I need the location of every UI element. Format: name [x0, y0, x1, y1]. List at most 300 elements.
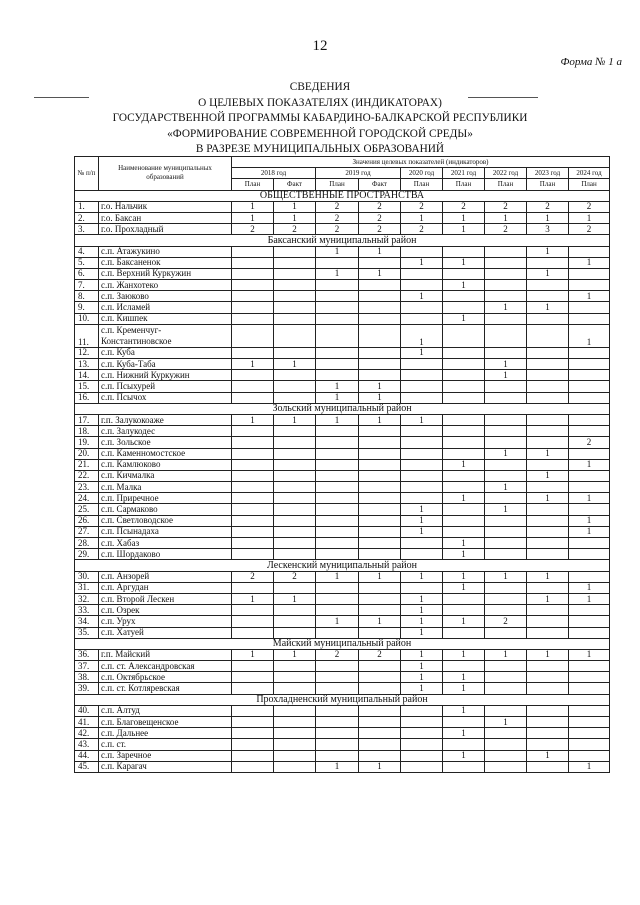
indicator-value [359, 672, 401, 683]
indicator-value [359, 347, 401, 358]
indicator-value [274, 381, 316, 392]
indicator-value [443, 526, 485, 537]
indicator-value [359, 728, 401, 739]
indicator-value [485, 705, 527, 716]
municipality-name: с.п. Урух [99, 616, 232, 627]
indicator-value [316, 549, 359, 560]
indicator-value: 1 [232, 649, 274, 660]
indicator-value [316, 302, 359, 313]
municipality-name: с.п. Псыхурей [99, 381, 232, 392]
indicator-value [232, 370, 274, 381]
indicator-value [527, 515, 569, 526]
indicator-value: 1 [232, 201, 274, 212]
table-row [75, 571, 610, 582]
section-header-row [75, 190, 610, 201]
indicator-value [232, 482, 274, 493]
indicator-value [401, 582, 443, 593]
title-line: О ЦЕЛЕВЫХ ПОКАЗАТЕЛЯХ (ИНДИКАТОРАХ) [198, 96, 442, 109]
indicator-value [274, 538, 316, 549]
indicator-value [527, 414, 569, 425]
indicator-value: 1 [527, 268, 569, 279]
indicator-value [527, 347, 569, 358]
indicator-value [359, 493, 401, 504]
header-year: 2022 год [485, 168, 527, 179]
indicator-value [401, 482, 443, 493]
indicator-value: 1 [401, 504, 443, 515]
indicator-value: 1 [443, 212, 485, 223]
indicator-value [232, 347, 274, 358]
section-header-row [75, 694, 610, 705]
indicator-value [359, 359, 401, 370]
indicator-value [359, 705, 401, 716]
municipality-name: с.п. Куба [99, 347, 232, 358]
indicator-value [527, 426, 569, 437]
indicator-value [274, 672, 316, 683]
indicator-value: 2 [359, 201, 401, 212]
indicator-value: 1 [232, 593, 274, 604]
indicator-value [443, 739, 485, 750]
indicator-value [359, 661, 401, 672]
indicator-value: 1 [401, 593, 443, 604]
indicator-value: 1 [232, 212, 274, 223]
section-title: Майский муниципальный район [75, 638, 610, 649]
indicator-value [527, 280, 569, 291]
table-row [75, 750, 610, 761]
table-row [75, 515, 610, 526]
indicator-value [359, 750, 401, 761]
table-row [75, 526, 610, 537]
indicator-value [569, 739, 610, 750]
indicator-value: 1 [274, 212, 316, 223]
indicator-value: 1 [485, 359, 527, 370]
municipality-name: с.п. Псынадаха [99, 526, 232, 537]
municipality-name: с.п. Камлюково [99, 459, 232, 470]
row-number: 38. [75, 672, 99, 683]
indicator-value: 2 [443, 201, 485, 212]
indicator-value [485, 582, 527, 593]
table-row [75, 201, 610, 212]
row-number: 37. [75, 661, 99, 672]
section-title: Зольский муниципальный район [75, 403, 610, 414]
indicator-value [485, 538, 527, 549]
indicator-value [359, 627, 401, 638]
indicator-value [274, 437, 316, 448]
indicator-value: 2 [401, 201, 443, 212]
indicator-value: 1 [485, 302, 527, 313]
indicator-value [527, 683, 569, 694]
indicator-value: 1 [485, 717, 527, 728]
indicator-value [316, 672, 359, 683]
municipality-name: г.о. Баксан [99, 212, 232, 223]
row-number: 11. [75, 324, 99, 347]
indicator-value [527, 549, 569, 560]
municipality-name: с.п. Кишпек [99, 313, 232, 324]
indicator-value [316, 257, 359, 268]
municipality-name: с.п. Верхний Куркужин [99, 268, 232, 279]
indicator-value: 1 [359, 268, 401, 279]
indicator-value [569, 392, 610, 403]
row-number: 27. [75, 526, 99, 537]
indicator-value [274, 750, 316, 761]
indicator-value [274, 683, 316, 694]
indicator-value [232, 459, 274, 470]
header-year: 2024 год [569, 168, 610, 179]
indicator-value [527, 313, 569, 324]
indicator-value: 1 [401, 291, 443, 302]
indicator-value [443, 426, 485, 437]
indicator-value [316, 717, 359, 728]
indicator-value: 1 [274, 593, 316, 604]
indicator-value [232, 526, 274, 537]
indicator-value [316, 448, 359, 459]
indicator-value [485, 392, 527, 403]
indicator-value [274, 761, 316, 772]
indicator-value [232, 605, 274, 616]
indicator-value [316, 705, 359, 716]
indicator-value: 1 [401, 526, 443, 537]
indicator-value: 2 [232, 224, 274, 235]
municipality-name: г.о. Прохладный [99, 224, 232, 235]
row-number: 23. [75, 482, 99, 493]
indicator-value [401, 493, 443, 504]
indicator-value [485, 470, 527, 481]
indicator-value [569, 627, 610, 638]
indicator-value [569, 280, 610, 291]
indicator-value: 1 [401, 212, 443, 223]
indicator-value: 1 [527, 593, 569, 604]
indicator-value [401, 268, 443, 279]
indicator-value [274, 717, 316, 728]
indicator-value [527, 381, 569, 392]
indicator-value [316, 750, 359, 761]
indicator-value [232, 750, 274, 761]
indicator-value [485, 728, 527, 739]
indicator-value [443, 246, 485, 257]
row-number: 20. [75, 448, 99, 459]
indicator-value [485, 347, 527, 358]
table-row [75, 347, 610, 358]
row-number: 1. [75, 201, 99, 212]
indicator-value [274, 493, 316, 504]
row-number: 8. [75, 291, 99, 302]
indicator-value [527, 437, 569, 448]
indicator-value: 1 [569, 324, 610, 347]
indicator-value [401, 538, 443, 549]
indicator-value: 1 [569, 649, 610, 660]
section-title: ОБЩЕСТВЕННЫЕ ПРОСТРАНСТВА [75, 190, 610, 201]
indicator-value [401, 470, 443, 481]
indicator-value [274, 549, 316, 560]
indicator-value [274, 605, 316, 616]
indicator-value [485, 661, 527, 672]
row-number: 18. [75, 426, 99, 437]
indicator-value [232, 504, 274, 515]
municipality-name: с.п. Анзорей [99, 571, 232, 582]
indicator-value [274, 280, 316, 291]
indicator-value: 1 [316, 414, 359, 425]
indicator-value [569, 661, 610, 672]
indicator-value [401, 761, 443, 772]
indicator-value [485, 313, 527, 324]
indicator-value: 1 [569, 257, 610, 268]
indicator-value: 1 [569, 526, 610, 537]
municipality-name: с.п. Жанхотеко [99, 280, 232, 291]
table-row [75, 437, 610, 448]
indicator-value [401, 549, 443, 560]
table-row [75, 705, 610, 716]
indicator-value: 1 [569, 291, 610, 302]
municipality-name: с.п. ст. [99, 739, 232, 750]
indicator-value [569, 705, 610, 716]
table-row [75, 739, 610, 750]
municipality-name: с.п. Каменномостское [99, 448, 232, 459]
table-row [75, 212, 610, 223]
indicator-value [527, 616, 569, 627]
indicator-value: 1 [401, 661, 443, 672]
indicator-value [443, 347, 485, 358]
indicator-value: 1 [485, 212, 527, 223]
header-subcol: План [401, 179, 443, 190]
municipality-name: с.п. Баксаненок [99, 257, 232, 268]
indicator-value: 1 [443, 728, 485, 739]
indicator-value [485, 268, 527, 279]
indicator-value [443, 470, 485, 481]
indicator-value [485, 280, 527, 291]
indicator-value: 1 [527, 212, 569, 223]
indicator-value [527, 482, 569, 493]
indicator-value [443, 437, 485, 448]
indicator-value [569, 538, 610, 549]
indicator-value [443, 324, 485, 347]
table-row [75, 593, 610, 604]
indicator-value: 1 [569, 761, 610, 772]
indicator-value [401, 302, 443, 313]
indicator-value: 2 [485, 616, 527, 627]
table-row [75, 728, 610, 739]
indicator-value [569, 347, 610, 358]
indicator-value: 1 [443, 683, 485, 694]
table-row [75, 761, 610, 772]
section-header-row [75, 560, 610, 571]
header-row-top [75, 157, 610, 168]
row-number: 31. [75, 582, 99, 593]
indicator-value [485, 493, 527, 504]
indicator-value [569, 370, 610, 381]
indicator-value: 1 [359, 571, 401, 582]
indicator-value: 1 [485, 482, 527, 493]
indicator-value: 2 [316, 224, 359, 235]
indicator-value [443, 302, 485, 313]
indicator-value: 2 [485, 224, 527, 235]
indicator-value [359, 437, 401, 448]
indicator-value: 2 [359, 224, 401, 235]
indicator-value [316, 459, 359, 470]
section-header-row [75, 235, 610, 246]
municipality-name: с.п. Залукодес [99, 426, 232, 437]
row-number: 19. [75, 437, 99, 448]
indicator-value [443, 392, 485, 403]
indicator-value [569, 672, 610, 683]
indicator-value: 1 [443, 459, 485, 470]
indicator-value [232, 616, 274, 627]
municipality-name: с.п. Аргудан [99, 582, 232, 593]
indicator-value [485, 246, 527, 257]
municipality-name: с.п. Карагач [99, 761, 232, 772]
indicator-value [401, 739, 443, 750]
indicator-value: 1 [316, 616, 359, 627]
indicator-value [443, 414, 485, 425]
indicator-value [401, 426, 443, 437]
indicator-value [485, 459, 527, 470]
row-number: 32. [75, 593, 99, 604]
municipality-name: с.п. Кичмалка [99, 470, 232, 481]
indicator-value [485, 426, 527, 437]
row-number: 17. [75, 414, 99, 425]
row-number: 28. [75, 538, 99, 549]
indicator-value: 1 [569, 515, 610, 526]
indicator-value: 1 [401, 649, 443, 660]
indicator-value [569, 616, 610, 627]
indicator-value [316, 370, 359, 381]
indicator-value [569, 504, 610, 515]
indicator-value [232, 627, 274, 638]
row-number: 44. [75, 750, 99, 761]
indicator-value: 1 [527, 571, 569, 582]
indicator-value [359, 370, 401, 381]
indicator-value [569, 717, 610, 728]
indicator-value [443, 717, 485, 728]
municipality-name: с.п. Приречное [99, 493, 232, 504]
header-subcol: План [527, 179, 569, 190]
indicator-value: 2 [316, 201, 359, 212]
indicator-value: 2 [359, 649, 401, 660]
indicator-value: 1 [401, 627, 443, 638]
title-line: ГОСУДАРСТВЕННОЙ ПРОГРАММЫ КАБАРДИНО-БАЛКАРСКОЙ РЕСПУБЛИКИ [112, 112, 528, 124]
municipality-name: с.п. ст. Котляревская [99, 683, 232, 694]
row-number: 35. [75, 627, 99, 638]
indicator-value [274, 370, 316, 381]
indicator-value: 1 [443, 224, 485, 235]
indicator-value: 2 [527, 201, 569, 212]
title-line: В РАЗРЕЗЕ МУНИЦИПАЛЬНЫХ ОБРАЗОВАНИЙ [195, 143, 445, 155]
municipality-name: с.п. Благовещенское [99, 717, 232, 728]
table-row [75, 504, 610, 515]
row-number: 5. [75, 257, 99, 268]
indicator-value [569, 246, 610, 257]
indicator-value [232, 426, 274, 437]
header-subcol: План [232, 179, 274, 190]
indicator-value: 1 [485, 649, 527, 660]
indicator-value: 1 [401, 324, 443, 347]
indicator-value [401, 359, 443, 370]
indicator-value: 1 [232, 414, 274, 425]
municipality-name: с.п. Хатуей [99, 627, 232, 638]
indicator-value [316, 661, 359, 672]
indicator-value: 1 [274, 414, 316, 425]
indicator-value: 1 [359, 392, 401, 403]
indicator-value [274, 459, 316, 470]
indicator-value: 2 [232, 571, 274, 582]
indicator-value [569, 605, 610, 616]
indicator-value: 1 [316, 392, 359, 403]
indicator-value [485, 683, 527, 694]
indicator-value [274, 426, 316, 437]
indicator-value [274, 291, 316, 302]
table-row [75, 538, 610, 549]
indicator-value [527, 761, 569, 772]
row-number: 10. [75, 313, 99, 324]
indicator-value [232, 672, 274, 683]
indicator-value: 2 [274, 224, 316, 235]
indicator-value [443, 515, 485, 526]
table-row [75, 392, 610, 403]
indicator-value [527, 291, 569, 302]
indicator-value [401, 750, 443, 761]
indicator-value [443, 381, 485, 392]
municipality-name: с.п. Исламей [99, 302, 232, 313]
indicator-value: 1 [316, 571, 359, 582]
indicator-value [359, 717, 401, 728]
row-number: 42. [75, 728, 99, 739]
indicator-value [316, 582, 359, 593]
indicator-value: 1 [443, 571, 485, 582]
row-number: 15. [75, 381, 99, 392]
indicator-value [274, 728, 316, 739]
indicator-value [401, 717, 443, 728]
indicator-value [316, 291, 359, 302]
indicator-value [401, 728, 443, 739]
indicator-value [569, 414, 610, 425]
indicator-value [443, 482, 485, 493]
indicator-value [316, 538, 359, 549]
indicator-value: 1 [569, 593, 610, 604]
indicator-value [527, 538, 569, 549]
indicator-value [485, 291, 527, 302]
indicators-table [74, 156, 610, 773]
indicator-value [569, 302, 610, 313]
indicator-value [232, 470, 274, 481]
indicator-value [569, 426, 610, 437]
indicator-value: 1 [569, 212, 610, 223]
indicator-value: 2 [569, 201, 610, 212]
indicator-value [569, 268, 610, 279]
indicator-value [274, 515, 316, 526]
indicator-value [485, 672, 527, 683]
indicator-value: 1 [274, 201, 316, 212]
indicator-value: 1 [316, 246, 359, 257]
indicator-value: 2 [359, 212, 401, 223]
municipality-name: с.п. Дальнее [99, 728, 232, 739]
header-num: № п/п [75, 157, 99, 191]
indicator-value: 1 [443, 549, 485, 560]
indicator-value [232, 246, 274, 257]
header-year: 2018 год [232, 168, 316, 179]
indicator-value: 1 [401, 571, 443, 582]
indicator-value: 2 [274, 571, 316, 582]
indicator-value: 2 [401, 224, 443, 235]
header-year: 2020 год [401, 168, 443, 179]
indicator-value: 1 [359, 761, 401, 772]
indicator-value [316, 728, 359, 739]
header-subcol: Факт [359, 179, 401, 190]
indicator-value: 1 [527, 246, 569, 257]
indicator-value [316, 324, 359, 347]
indicator-value: 2 [569, 224, 610, 235]
header-subcol: План [485, 179, 527, 190]
table-row [75, 448, 610, 459]
indicator-value [274, 582, 316, 593]
table-row [75, 381, 610, 392]
